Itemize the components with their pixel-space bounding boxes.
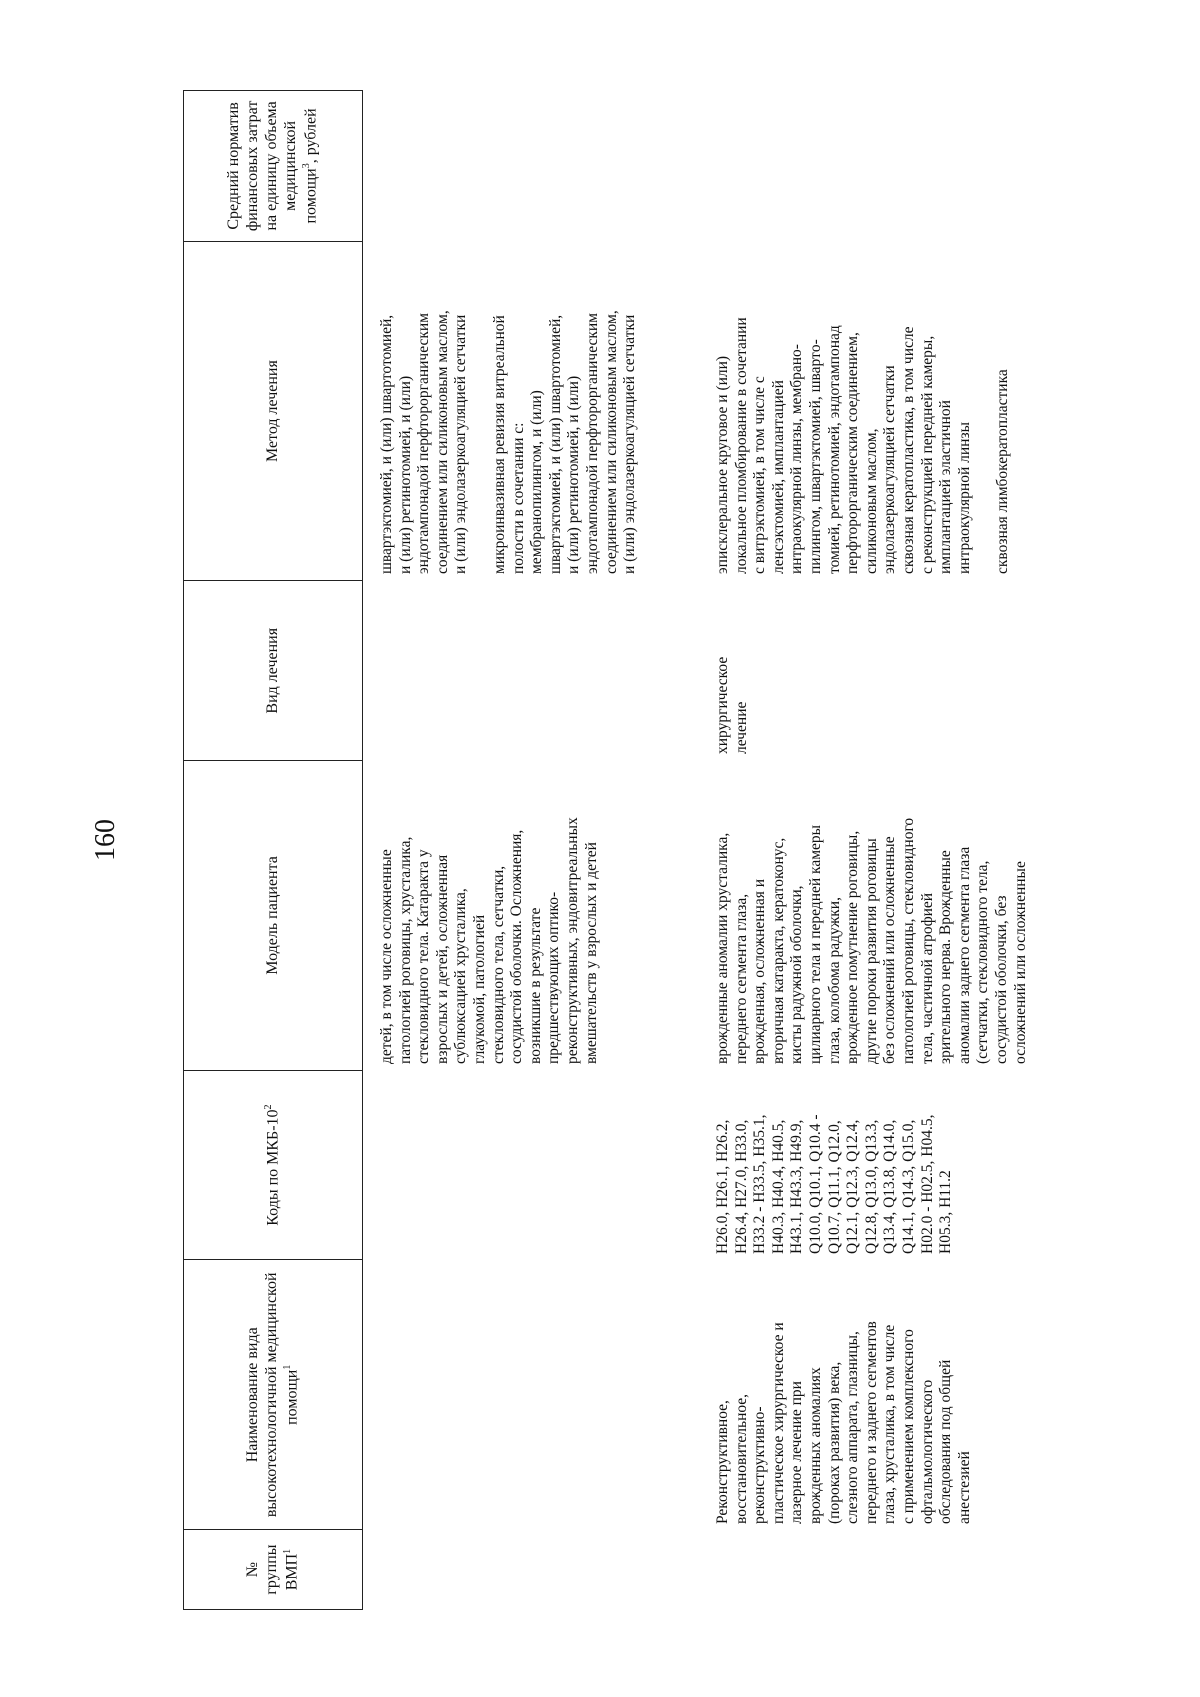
- cell-patient-model: детей, в том числе осложненные патологией роговицы, хрусталика, стекловидного тела. Катаракта у взрослых и детей, осложненная сублюксацией хрусталика, глаукомой, патологией стекловидного тела, сетчатки, сосудистой оболочки. Осложнения, возникшие в результате предшествующих оптико- реконструктивных, эндовитреальных вмешательств у взрослых и детей: [378, 817, 600, 1064]
- cell-treatment-type: [378, 580, 640, 760]
- cell-cost: [378, 90, 640, 240]
- cell-treatment-method: эписклеральное круговое и (или) локальное пломбирование в сочетании с витрэктомией, в том числе с ленсэктомией, имплантацией интраокулярной линзы, мембрано- пилингом, швартэктомией, швартo- томией, ретинотомией, эндотампонад перфторорганическим соединением, силиконовым маслом, эндолазеркоагуляцией сетчатки сквозная кератопластика, в том числе с реконструкцией передней камеры, имплантацией эластичной интраокулярной линзы сквозная лимбокератопластика: [714, 317, 1012, 574]
- cell-codes: [378, 1070, 640, 1260]
- cell-treatment-method: швартэктомией, и (или) швартотомией, и (или) ретинотомией, и (или) эндотампонадой перфторорганическим соединением или силиконовым маслом, и (или) эндолазеркоагуляцией сетчатки микроинвазивная ревизия витреальной полости в сочетании с: мембранопилингом, и (или) швартэктомией, и (или) швартотомией, и (или) ретинотомией, и (или) эндотампонадой перфторорганическим соединением или силиконовым маслом, и (или) эндолазеркоагуляцией сетчатки: [378, 310, 639, 574]
- header-icd-codes: Коды по МКБ-$10^2$: [184, 1070, 362, 1260]
- rotated-page: [80, 40, 1190, 1640]
- page-number: 160: [90, 819, 121, 861]
- cell-group: [714, 1530, 1030, 1610]
- header-treatment-method: Метод лечения: [184, 241, 362, 581]
- header-group-number: № группы ВМП$^1$: [184, 1529, 362, 1609]
- header-cost: Средний норматив финансовых затрат на единицу объема медицинской помощи$^3$, рублей: [225, 100, 319, 232]
- cell-patient-model: врожденные аномалии хрусталика, переднего сегмента глаза, врожденная, осложненная и вторичная катаракта, кератоконус, кисты радужной оболочки, цилиарного тела и передней камеры глаза, колобома радужки, врожденное помутнение роговицы, другие пороки развития роговицы без осложнений или осложненные патологией роговицы, стекловидного тела, частичной атрофией зрительного нерва. Врожденные аномалии заднего сегмента глаза (сетчатки, стекловидного тела, сосудистой оболочки, без осложнений или осложненные: [714, 817, 1029, 1064]
- header-treatment-type: Вид лечения: [184, 580, 362, 760]
- cell-treatment-type: хирургическое лечение: [714, 656, 750, 754]
- cell-group: [378, 1530, 640, 1610]
- table-header: [183, 90, 363, 1610]
- table-row: [378, 90, 640, 1610]
- cell-care-type: [378, 1260, 640, 1530]
- cell-codes: H26.0, H26.1, H26.2, H26.4, H27.0, H33.0, H33.2 - H33.5, H35.1, H40.3, H40.4, H40.5, H43.1, H43.3, H49.9, Q10.0, Q10.1, Q10.4 - Q10.7, Q11.1, Q12.0, Q12.1, Q12.3, Q12.4, Q12.8, Q13.0, Q13.3, Q13.4, Q13.8, Q14.0, Q14.1, Q14.3, Q15.0, H02.0 - H02.5, H04.5, H05.3, H11.2: [714, 1114, 955, 1254]
- header-patient-model: Модель пациента: [184, 760, 362, 1070]
- cell-cost: [714, 90, 1030, 240]
- header-care-type: Наименование вида высокотехнологичной медицинской помощи$^1$: [184, 1259, 362, 1529]
- cell-care-type: Реконструктивное, восстановительное, реконструктивно- пластическое хирургическое и лазерное лечение при врожденных аномалиях (пороках развития) века, слезного аппарата, глазницы, переднего и заднего сегментов глаза, хрусталика, в том числе с применением комплексного офтальмологического обследования под общей анестезией: [714, 1321, 973, 1524]
- table-row: [714, 90, 1030, 1610]
